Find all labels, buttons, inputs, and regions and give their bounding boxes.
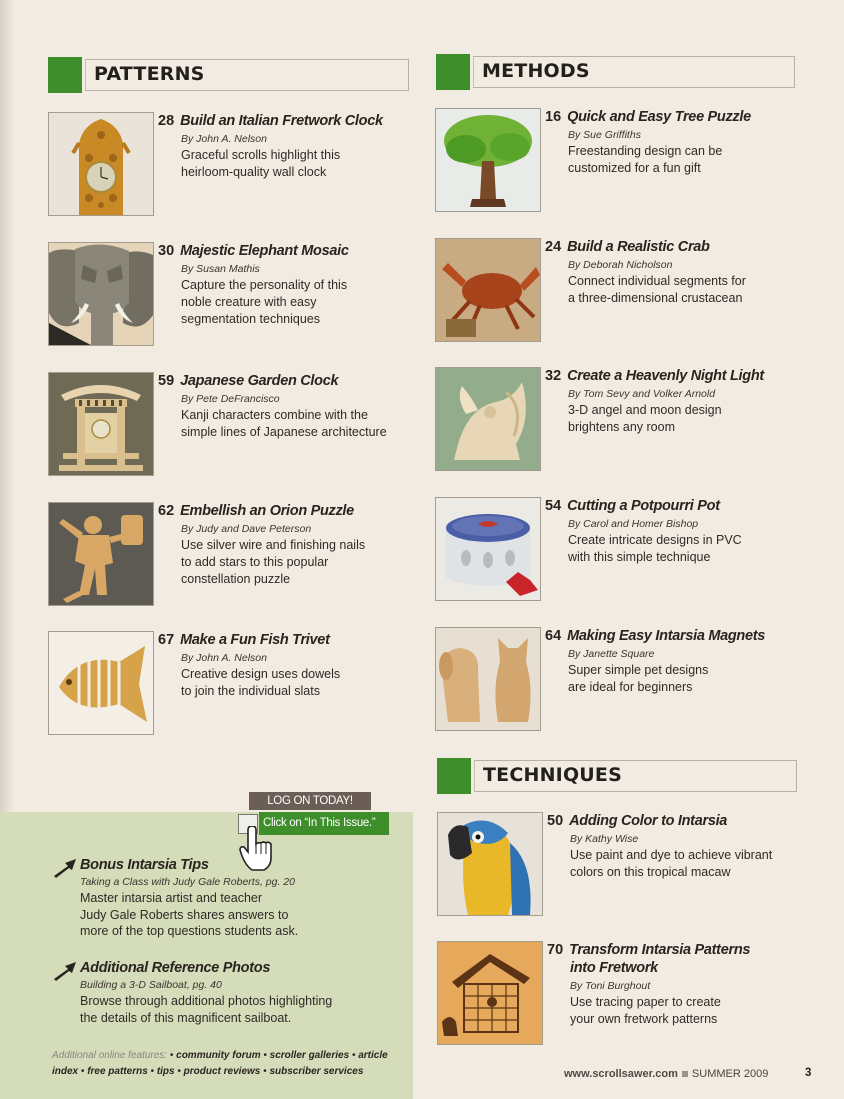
article-text xyxy=(547,941,817,1028)
article-heading xyxy=(545,367,815,385)
article-description xyxy=(181,407,428,441)
fish-trivet-image xyxy=(48,631,154,735)
online-item-description xyxy=(80,890,298,940)
page-number: 64 xyxy=(545,628,562,644)
japanese-clock-image xyxy=(48,372,154,476)
article-heading xyxy=(158,242,428,260)
article-text xyxy=(545,627,815,696)
website-url[interactable]: www.scrollsawer.com xyxy=(564,1068,678,1080)
article-text xyxy=(158,372,428,441)
description-line: Capture the personality of this xyxy=(181,278,348,292)
article-description xyxy=(568,402,815,436)
article-description xyxy=(570,994,817,1028)
bullet: • xyxy=(263,1050,270,1061)
article-title[interactable]: Majestic Elephant Mosaic xyxy=(180,243,349,259)
intarsia-magnets-image xyxy=(435,627,541,731)
page-number: 28 xyxy=(158,113,175,129)
bullet: • xyxy=(80,1066,88,1077)
description-line: 3-D angel and moon design xyxy=(568,403,722,417)
article-title[interactable]: Build a Realistic Crab xyxy=(567,239,710,255)
description-line: customized for a fun gift xyxy=(568,161,701,175)
online-item-subtitle: Taking a Class with Judy Gale Roberts, pg. 20 xyxy=(80,876,295,888)
section-marker xyxy=(436,54,470,90)
article-title[interactable]: Build an Italian Fretwork Clock xyxy=(180,113,383,129)
article-heading xyxy=(545,238,815,256)
article-title[interactable]: Create a Heavenly Night Light xyxy=(567,368,764,384)
bullet: • xyxy=(263,1066,270,1077)
article-byline: By Carol and Homer Bishop xyxy=(568,518,699,530)
description-line: Super simple pet designs xyxy=(568,663,709,677)
separator-square xyxy=(682,1071,688,1077)
article-heading xyxy=(158,631,428,649)
article-description xyxy=(181,277,428,328)
page-footer xyxy=(564,1068,768,1080)
description-line: simple lines of Japanese architecture xyxy=(181,425,387,439)
online-item[interactable] xyxy=(52,856,298,940)
description-line: Use tracing paper to create xyxy=(570,995,721,1009)
page-number: 32 xyxy=(545,368,562,384)
page-number: 54 xyxy=(545,498,562,514)
section-header-patterns xyxy=(48,57,409,93)
page-number-footer: 3 xyxy=(805,1067,812,1079)
description-line: your own fretwork patterns xyxy=(570,1012,718,1026)
article-text xyxy=(547,812,817,881)
article-title[interactable]: Embellish an Orion Puzzle xyxy=(180,503,354,519)
article-heading-continued xyxy=(570,959,817,977)
description-line: are ideal for beginners xyxy=(568,680,693,694)
feature-link[interactable]: subscriber services xyxy=(269,1066,364,1077)
article-heading xyxy=(158,502,428,520)
description-line: brightens any room xyxy=(568,420,676,434)
fretwork-clock-image xyxy=(48,112,154,216)
online-item-description xyxy=(80,993,332,1026)
article-title[interactable]: Quick and Easy Tree Puzzle xyxy=(567,109,751,125)
page-number: 24 xyxy=(545,239,562,255)
article-description xyxy=(568,662,815,696)
arrow-icon xyxy=(52,858,76,878)
article-byline: By John A. Nelson xyxy=(181,652,267,664)
article-byline: By Tom Sevy and Volker Arnold xyxy=(568,388,716,400)
article-description xyxy=(181,537,428,588)
description-line: to join the individual slats xyxy=(181,684,320,698)
description-line: constellation puzzle xyxy=(181,572,291,586)
description-line: Kanji characters combine with the xyxy=(181,408,368,422)
article-description xyxy=(568,143,815,177)
description-line: Master intarsia artist and teacher xyxy=(80,891,263,905)
article-byline: By Deborah Nicholson xyxy=(568,259,673,271)
description-line: colors on this tropical macaw xyxy=(570,865,731,879)
online-item[interactable] xyxy=(52,959,332,1026)
crab-image xyxy=(435,238,541,342)
description-line: heirloom-quality wall clock xyxy=(181,165,327,179)
fretwork-birdhouse-image xyxy=(437,941,543,1045)
description-line: Freestanding design can be xyxy=(568,144,723,158)
online-item-title[interactable]: Additional Reference Photos xyxy=(80,960,271,976)
bullet: • xyxy=(150,1066,157,1077)
article-byline: By Judy and Dave Peterson xyxy=(181,523,312,535)
feature-link[interactable]: free patterns xyxy=(87,1066,148,1077)
section-title: TECHNIQUES xyxy=(483,764,622,786)
description-line: noble creature with easy xyxy=(181,295,317,309)
page-number: 30 xyxy=(158,243,175,259)
tree-puzzle-image xyxy=(435,108,541,212)
article-title[interactable]: Make a Fun Fish Trivet xyxy=(180,632,330,648)
article-heading xyxy=(547,941,817,959)
elephant-mosaic-image xyxy=(48,242,154,346)
online-item-title[interactable]: Bonus Intarsia Tips xyxy=(80,857,209,873)
article-description xyxy=(181,147,428,181)
article-title[interactable]: Making Easy Intarsia Magnets xyxy=(567,628,766,644)
article-byline: By Kathy Wise xyxy=(570,833,639,845)
arrow-icon xyxy=(52,961,76,981)
feature-link[interactable]: product reviews xyxy=(183,1066,261,1077)
bullet: • xyxy=(177,1066,184,1077)
description-line: Connect individual segments for xyxy=(568,274,746,288)
article-text xyxy=(158,112,428,181)
description-line: segmentation techniques xyxy=(181,312,320,326)
article-byline: By John A. Nelson xyxy=(181,133,267,145)
article-heading xyxy=(158,372,428,390)
orion-puzzle-image xyxy=(48,502,154,606)
page-number: 16 xyxy=(545,109,562,125)
article-text xyxy=(158,242,428,328)
feature-link[interactable]: article index xyxy=(52,1050,388,1077)
article-title[interactable]: Japanese Garden Clock xyxy=(180,373,339,389)
description-line: Create intricate designs in PVC xyxy=(568,533,742,547)
article-heading xyxy=(545,108,815,126)
feature-link[interactable]: community forum xyxy=(176,1050,261,1061)
page-number: 59 xyxy=(158,373,175,389)
page-number: 62 xyxy=(158,503,175,519)
article-text xyxy=(158,502,428,588)
description-line: to add stars to this popular xyxy=(181,555,329,569)
description-line: Browse through additional photos highlighting xyxy=(80,994,333,1008)
section-header-methods xyxy=(436,54,795,90)
description-line: with this simple technique xyxy=(568,550,711,564)
description-line: the details of this magnificent sailboat. xyxy=(80,1010,292,1025)
description-line: Judy Gale Roberts shares answers to xyxy=(80,907,289,922)
article-title-line-2[interactable]: into Fretwork xyxy=(570,960,658,976)
feature-link[interactable]: tips xyxy=(156,1066,175,1077)
article-title[interactable]: Adding Color to Intarsia xyxy=(569,813,728,829)
macaw-image xyxy=(437,812,543,916)
article-description xyxy=(570,847,817,881)
click-in-this-issue-link[interactable]: Click on “In This Issue.” xyxy=(259,812,389,835)
feature-link[interactable]: scroller galleries xyxy=(269,1050,350,1061)
section-marker xyxy=(48,57,82,93)
bullet: • xyxy=(169,1050,177,1061)
article-byline: By Janette Square xyxy=(568,648,655,660)
page-number: 50 xyxy=(547,813,564,829)
article-description xyxy=(568,273,815,307)
article-byline: By Toni Burghout xyxy=(570,980,651,992)
section-title: PATTERNS xyxy=(94,63,205,85)
page-number: 67 xyxy=(158,632,175,648)
article-title[interactable]: Cutting a Potpourri Pot xyxy=(567,498,720,514)
article-byline: By Susan Mathis xyxy=(181,263,260,275)
article-description xyxy=(181,666,428,700)
section-header-techniques xyxy=(437,758,797,794)
article-title[interactable]: Transform Intarsia Patterns xyxy=(569,942,751,958)
description-line: Use silver wire and finishing nails xyxy=(181,538,366,552)
bullet: • xyxy=(351,1050,359,1061)
article-text xyxy=(545,108,815,177)
article-heading xyxy=(547,812,817,830)
article-byline: By Pete DeFrancisco xyxy=(181,393,280,405)
log-on-today-banner[interactable]: LOG ON TODAY! xyxy=(249,792,371,810)
description-line: Use paint and dye to achieve vibrant xyxy=(570,848,773,862)
online-item-subtitle: Building a 3-D Sailboat, pg. 40 xyxy=(80,979,222,991)
article-heading xyxy=(545,497,815,515)
article-text xyxy=(545,238,815,307)
article-text xyxy=(158,631,428,700)
online-features-list xyxy=(52,1048,392,1080)
article-heading xyxy=(545,627,815,645)
night-light-image xyxy=(435,367,541,471)
description-line: more of the top questions students ask. xyxy=(80,924,299,938)
potpourri-pot-image xyxy=(435,497,541,601)
article-description xyxy=(568,532,815,566)
features-label: Additional online features: xyxy=(52,1050,168,1061)
description-line: a three-dimensional crustacean xyxy=(568,291,743,305)
article-text xyxy=(545,367,815,436)
article-byline: By Sue Griffiths xyxy=(568,129,641,141)
issue-label: SUMMER 2009 xyxy=(691,1068,769,1080)
article-text xyxy=(545,497,815,566)
section-marker xyxy=(437,758,471,794)
article-heading xyxy=(158,112,428,130)
section-title: METHODS xyxy=(482,60,590,82)
description-line: Creative design uses dowels xyxy=(181,667,341,681)
page-number: 70 xyxy=(547,942,564,958)
description-line: Graceful scrolls highlight this xyxy=(181,148,341,162)
